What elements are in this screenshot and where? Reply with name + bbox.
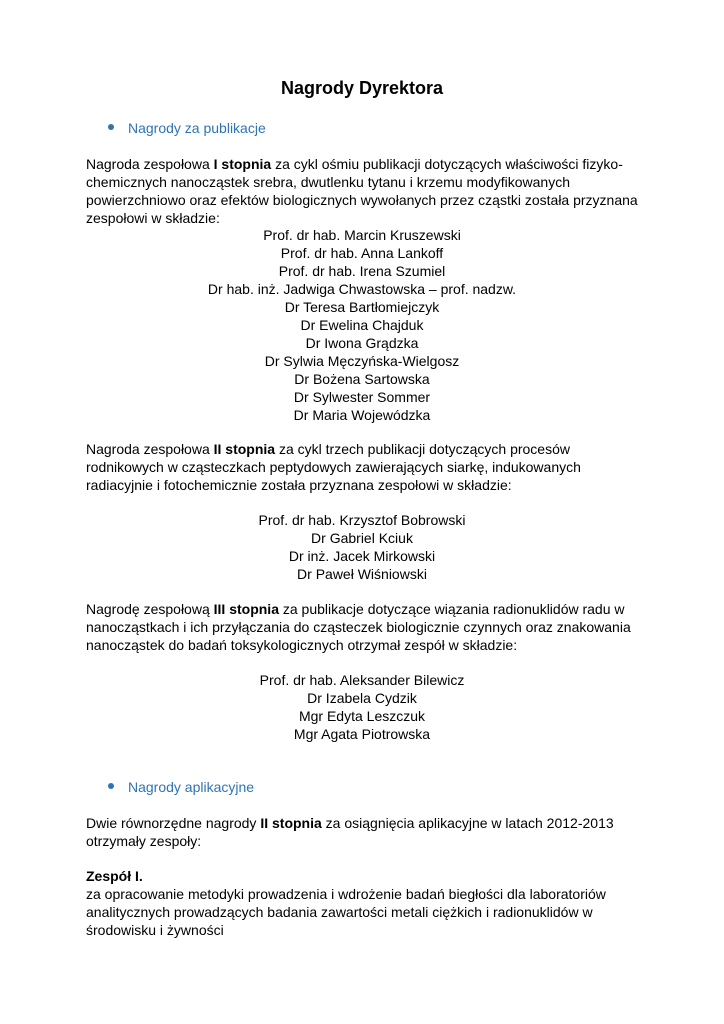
- member-list-3: [0, 671, 724, 743]
- award-paragraph-3: [86, 600, 646, 654]
- applications-intro: [86, 814, 646, 850]
- team-1-label: Zespół I.: [86, 868, 143, 884]
- award-prefix: Nagroda zespołowa: [86, 156, 214, 172]
- award-degree: III stopnia: [213, 601, 279, 617]
- team-1-text: za opracowanie metodyki prowadzenia i wdrożenie badań biegłości dla laboratoriów analitycznych prowadzących badania zawartości metali ciężkich i radionuklidów w środowisku i żywności: [86, 886, 606, 938]
- member-name: Prof. dr hab. Anna Lankoff: [280, 245, 444, 261]
- member-name: Dr Gabriel Kciuk: [311, 530, 413, 546]
- member-name: Dr Sylwia Męczyńska-Wielgosz: [264, 353, 460, 369]
- award-paragraph-1: [86, 155, 646, 227]
- member-name: Dr Paweł Wiśniowski: [297, 566, 427, 582]
- intro-degree: II stopnia: [260, 815, 322, 831]
- member-name: Dr Bożena Sartowska: [294, 371, 430, 387]
- member-name: Prof. dr hab. Krzysztof Bobrowski: [258, 512, 466, 528]
- award-degree: I stopnia: [213, 156, 272, 172]
- member-name: Prof. dr hab. Marcin Kruszewski: [263, 227, 461, 243]
- member-name: Dr hab. inż. Jadwiga Chwastowska – prof. nadzw.: [207, 281, 517, 297]
- section-heading-label: Nagrody aplikacyjne: [128, 779, 255, 795]
- intro-text: za osiągnięcia aplikacyjne w latach 2012-2013 otrzymały zespoły:: [86, 815, 614, 849]
- bullet-icon: [108, 124, 114, 130]
- award-text: za publikacje dotyczące wiązania radionuklidów radu w nanocząstkach i ich przyłączania do cząsteczek biologicznie czynnych oraz znakowania nanocząstek do badań toksykologicznych otrzymał zespół w składzie:: [86, 601, 631, 653]
- member-name: Dr Izabela Cydzik: [307, 690, 417, 706]
- page-title: Nagrody Dyrektora: [280, 78, 444, 98]
- member-name: Dr Teresa Bartłomiejczyk: [284, 299, 440, 315]
- award-text: za cykl trzech publikacji dotyczących procesów rodnikowych w cząsteczkach peptydowych zawierających siarkę, indukowanych radiacyjnie i fotochemicznie została przyznana zespołowi w składzie:: [86, 441, 581, 493]
- team-1-block: [86, 867, 646, 939]
- award-degree: II stopnia: [213, 441, 276, 457]
- section-heading-publications: [108, 119, 266, 137]
- section-heading-label: Nagrody za publikacje: [128, 120, 266, 136]
- member-name: Prof. dr hab. Irena Szumiel: [278, 263, 446, 279]
- award-prefix: Nagroda zespołowa: [86, 441, 214, 457]
- member-name: Dr Ewelina Chajduk: [300, 317, 424, 333]
- bullet-icon: [108, 783, 114, 789]
- award-prefix: Nagrodę zespołową: [86, 601, 214, 617]
- award-text: za cykl ośmiu publikacji dotyczących właściwości fizyko-chemicznych nanocząstek srebra, dwutlenku tytanu i krzemu modyfikowanych powierzchniowo oraz efektów biologicznych wywołanych przez cząstki została przyznana zespołowi w składzie:: [86, 156, 638, 226]
- member-name: Mgr Agata Piotrowska: [293, 726, 431, 742]
- award-paragraph-2: [86, 440, 646, 494]
- intro-prefix: Dwie równorzędne nagrody: [86, 815, 261, 831]
- member-name: Mgr Edyta Leszczuk: [298, 708, 426, 724]
- section-heading-applications: [108, 778, 254, 796]
- member-name: Dr inż. Jacek Mirkowski: [288, 548, 436, 564]
- member-name: Prof. dr hab. Aleksander Bilewicz: [259, 672, 465, 688]
- member-name: Dr Sylwester Sommer: [293, 389, 431, 405]
- member-list-1: [0, 226, 724, 424]
- member-name: Dr Maria Wojewódzka: [293, 407, 431, 423]
- member-name: Dr Iwona Grądzka: [305, 335, 419, 351]
- member-list-2: [0, 511, 724, 583]
